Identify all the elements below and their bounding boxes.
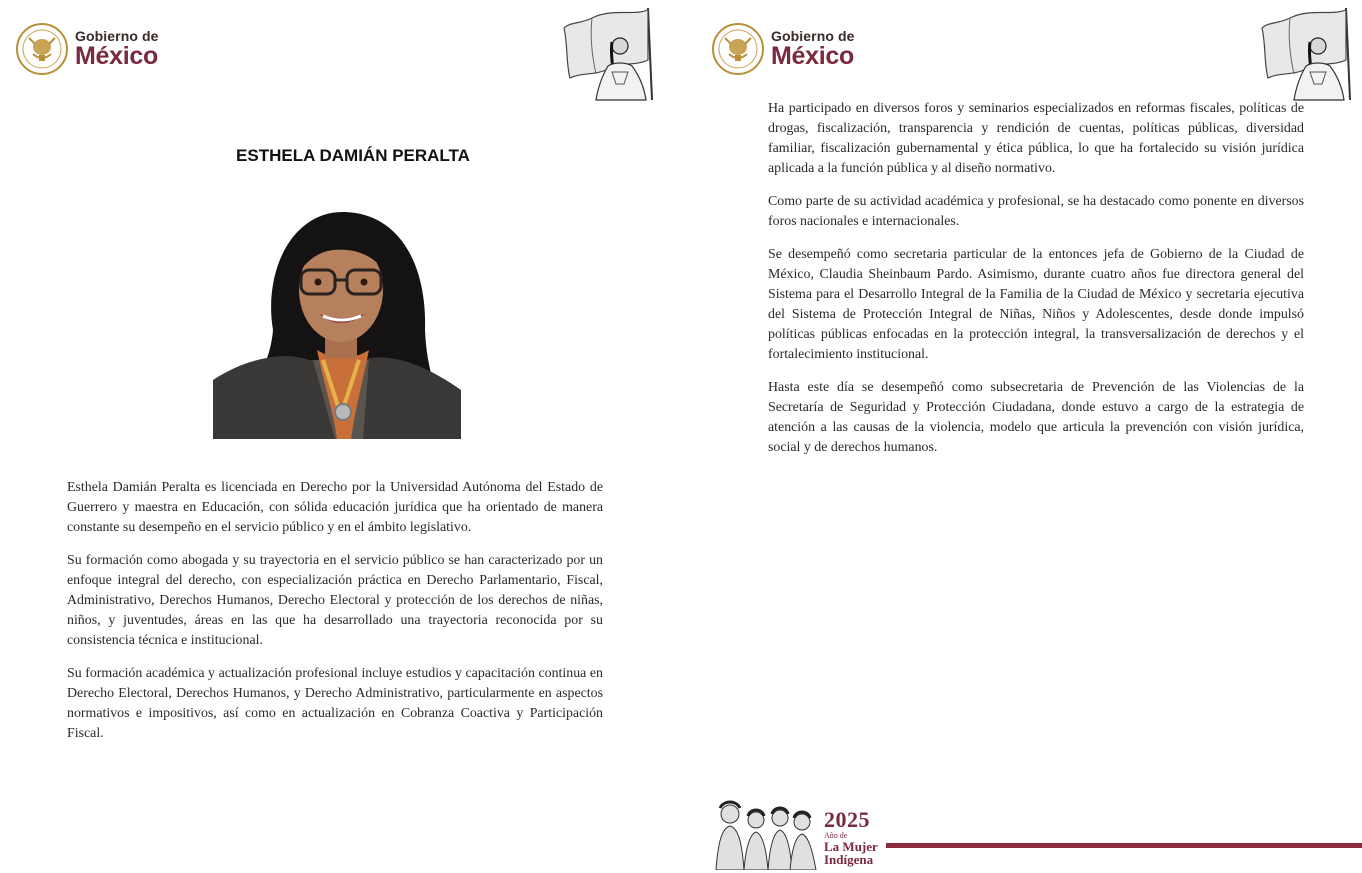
coat-of-arms-icon: [711, 22, 765, 76]
gobierno-logo: [711, 22, 855, 76]
page-title: ESTHELA DAMIÁN PERALTA: [236, 146, 470, 165]
indigenous-women-illustration: [712, 798, 820, 870]
paragraph: Se desempeñó como secretaria particular de la entonces jefa de Gobierno de la Ciudad de México, Claudia Sheinbaum Pardo. Asimismo, durante cuatro años fue directora general del Sistema para el Desarrollo Integral de la Familia de la Ciudad de México y secretaria ejecutiva del Sistema de Protección Integral de Niñas, Niños y Adolescentes, desde donde impulsó políticas públicas enfocadas en la protección integral, la transversalización de derechos y el fortalecimiento institucional.: [768, 247, 1304, 362]
footer-year-sub: Año de: [824, 831, 848, 840]
logo-main-text: México: [75, 42, 158, 70]
right-page: [696, 0, 1362, 873]
footer-line-1: La Mujer: [824, 839, 878, 854]
coat-of-arms-icon: [15, 22, 69, 76]
footer-emblem: [712, 798, 878, 870]
footer-line-2: Indígena: [824, 852, 874, 867]
gobierno-logo: [15, 22, 159, 76]
right-body-text: [768, 99, 1304, 471]
paragraph: Su formación académica y actualización profesional incluye estudios y capacitación continua en Derecho Electoral, Derechos Humanos, y Derecho Administrativo, particularmente en aspectos normativos e impositivos, así como en actualización en Cobranza Coactiva y Participación Fiscal.: [67, 666, 603, 741]
paragraph: Como parte de su actividad académica y profesional, se ha destacado como ponente en diversos foros nacionales e internacionales.: [768, 194, 1304, 229]
paragraph: Hasta este día se desempeñó como subsecretaria de Prevención de las Violencias de la Secretaría de Seguridad y Protección Ciudadana, donde estuvo a cargo de la estrategia de atención a las causas de la violencia, modelo que articula la prevención con visión jurídica, social y de derechos humanos.: [768, 380, 1304, 455]
left-body-text: [67, 478, 603, 757]
paragraph: Esthela Damián Peralta es licenciada en Derecho por la Universidad Autónoma del Estado de Guerrero y maestra en Educación, con sólida educación jurídica que ha orientado de manera constante su desempeño en el servicio público y en el ámbito legislativo.: [67, 480, 603, 535]
flag-woman-illustration: [562, 6, 654, 102]
paragraph: Ha participado en diversos foros y seminarios especializados en reformas fiscales, políticas de drogas, fiscalización, transparencia y rendición de cuentas, políticas públicas, diversidad familiar, fiscalización gubernamental y ética pública, lo que ha fortalecido su visión jurídica aplicada a la función pública y al diseño normativo.: [768, 101, 1304, 176]
footer-year: 2025: [824, 807, 870, 832]
logo-top-text: Gobierno de: [75, 28, 159, 44]
flag-woman-illustration: [1260, 6, 1352, 102]
footer-divider-bar: [886, 843, 1362, 848]
logo-top-text: Gobierno de: [771, 28, 855, 44]
portrait-photo: [213, 210, 461, 439]
logo-main-text: México: [771, 42, 854, 70]
paragraph: Su formación como abogada y su trayectoria en el servicio público se han caracterizado por un enfoque integral del derecho, con especialización práctica en Derecho Parlamentario, Fiscal, Administrativo, Derechos Humanos, Derecho Electoral y protección de los derechos de niñas, niños, y juventudes, áreas en las que ha desarrollado una trayectoria reconocida por su consistencia técnica e institucional.: [67, 553, 603, 648]
